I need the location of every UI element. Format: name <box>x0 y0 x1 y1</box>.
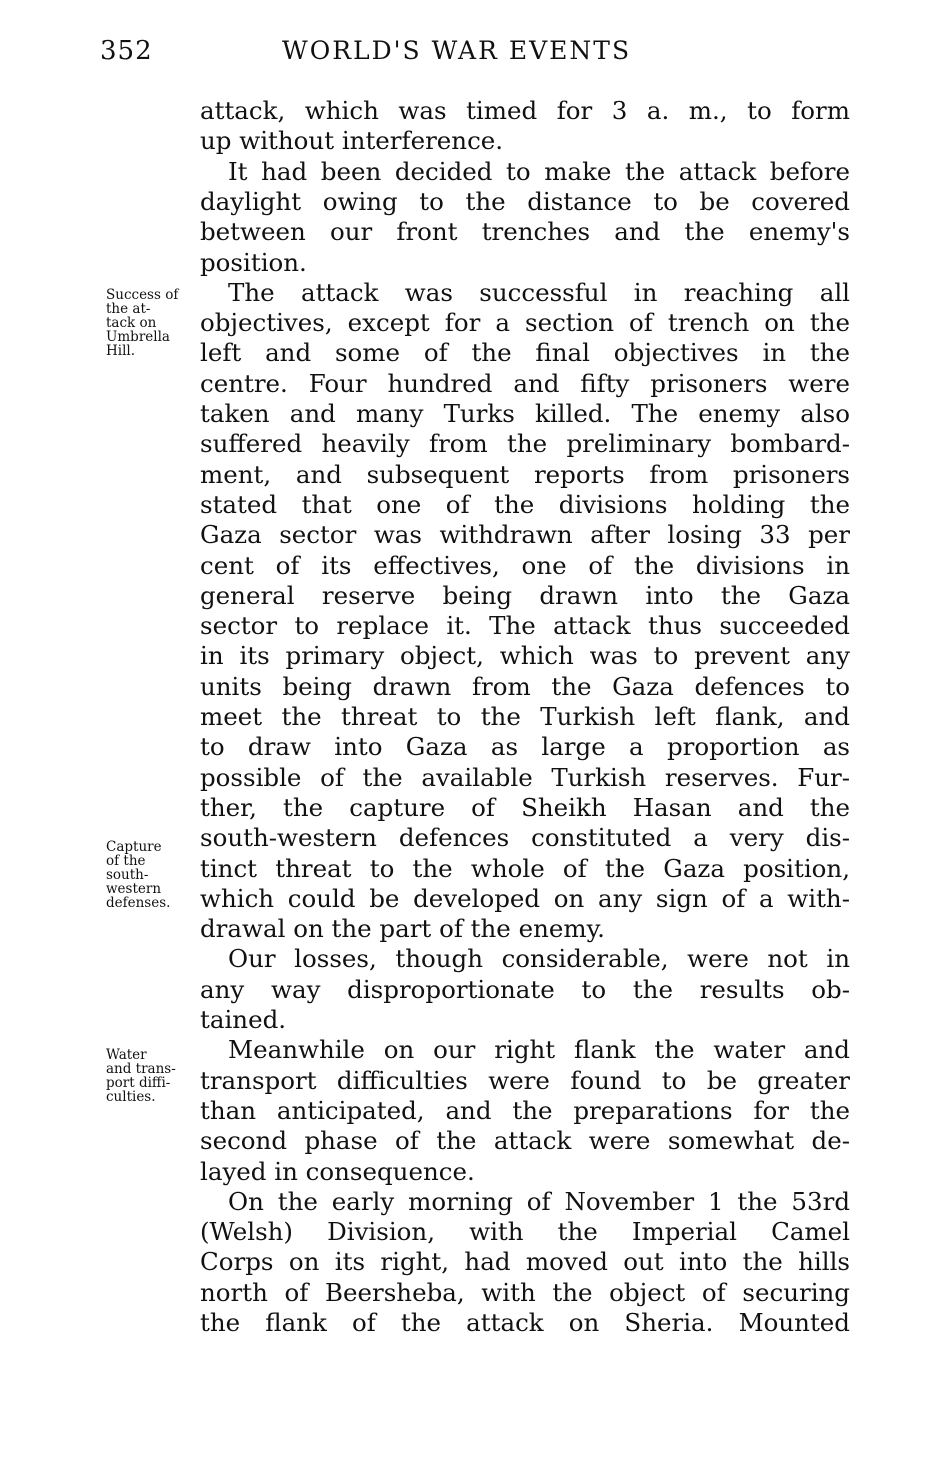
text-line: attack, which was timed for 3 a. m., to form <box>200 96 850 125</box>
text-line: left and some of the final objectives in the <box>200 338 850 368</box>
text-line: to draw into Gaza as large a proportion as <box>200 732 850 762</box>
text-line: Meanwhile on our right flank the water and <box>228 1035 850 1065</box>
margin-note-south-western-defenses <box>106 840 210 910</box>
running-title: WORLD'S WAR EVENTS <box>282 36 632 65</box>
margin-note-line: and trans- <box>106 1061 176 1077</box>
text-line: south-western defences constituted a very dis- <box>200 823 850 853</box>
text-line: tinct threat to the whole of the Gaza position, <box>200 853 850 883</box>
text-line: (Welsh) Division, with the Imperial Camel <box>200 1217 850 1247</box>
margin-note-line: port diffi- <box>106 1075 171 1091</box>
text-line: possible of the available Turkish reserves. Fur- <box>200 762 850 792</box>
margin-note-line: south- <box>106 867 149 883</box>
margin-note-line: Capture <box>106 839 162 855</box>
margin-note-line: culties. <box>106 1089 156 1105</box>
page-header <box>100 36 850 76</box>
text-line: Our losses, though considerable, were not in <box>228 944 850 974</box>
text-line: which could be developed on any sign of a with- <box>200 883 850 913</box>
text-line: Gaza sector was withdrawn after losing 33 per <box>200 520 850 550</box>
text-line: units being drawn from the Gaza defences to <box>200 671 850 701</box>
text-line: layed in consequence. <box>200 1156 475 1186</box>
text-line: transport difficulties were found to be greater <box>200 1065 850 1095</box>
text-line: sector to replace it. The attack thus succeeded <box>200 611 850 641</box>
text-line: Corps on its right, had moved out into the hills <box>200 1247 850 1277</box>
text-line: general reserve being drawn into the Gaza <box>200 580 850 610</box>
text-line: any way disproportionate to the results ob- <box>200 974 850 1004</box>
margin-note-line: defenses. <box>106 895 171 911</box>
margin-note-umbrella-hill <box>106 288 210 358</box>
text-line: The attack was successful in reaching all <box>228 277 850 307</box>
text-line: taken and many Turks killed. The enemy also <box>200 399 850 428</box>
text-line: ther, the capture of Sheikh Hasan and the <box>200 792 850 822</box>
text-line: daylight owing to the distance to be covered <box>200 186 850 216</box>
text-line: up without interference. <box>200 126 504 156</box>
page-number: 352 <box>100 36 153 66</box>
margin-note-line: Umbrella <box>106 329 170 345</box>
text-line: objectives, except for a section of trench on the <box>200 308 850 338</box>
text-line: than anticipated, and the preparations for the <box>200 1095 850 1125</box>
text-line: centre. Four hundred and fifty prisoners were <box>200 368 850 398</box>
text-line: On the early morning of November 1 the 53rd <box>228 1186 850 1216</box>
text-line: the flank of the attack on Sheria. Mounted <box>200 1308 850 1337</box>
text-line: drawal on the part of the enemy. <box>200 914 605 944</box>
text-line: tained. <box>200 1005 287 1034</box>
margin-note-line: Water <box>106 1047 147 1063</box>
margin-note-line: of the <box>106 853 146 869</box>
text-line: meet the threat to the Turkish left flank, and <box>200 702 850 731</box>
text-line: second phase of the attack were somewhat de- <box>200 1126 850 1156</box>
text-line: suffered heavily from the preliminary bombard- <box>200 429 850 459</box>
text-line: cent of its effectives, one of the divisions in <box>200 550 850 580</box>
text-line: ment, and subsequent reports from prisoners <box>200 459 850 489</box>
margin-note-water-transport <box>106 1048 210 1104</box>
margin-note-line: Success of <box>106 287 179 303</box>
margin-note-line: the at- <box>106 301 151 317</box>
text-line: It had been decided to make the attack before <box>228 156 850 186</box>
text-line: position. <box>200 247 307 277</box>
text-line: stated that one of the divisions holding the <box>200 489 850 519</box>
margin-note-line: tack on <box>106 315 157 331</box>
margin-note-line: western <box>106 881 162 897</box>
text-line: north of Beersheba, with the object of securing <box>200 1277 850 1307</box>
text-line: between our front trenches and the enemy's <box>200 217 850 247</box>
margin-note-line: Hill. <box>106 343 136 359</box>
text-line: in its primary object, which was to prevent any <box>200 641 850 671</box>
